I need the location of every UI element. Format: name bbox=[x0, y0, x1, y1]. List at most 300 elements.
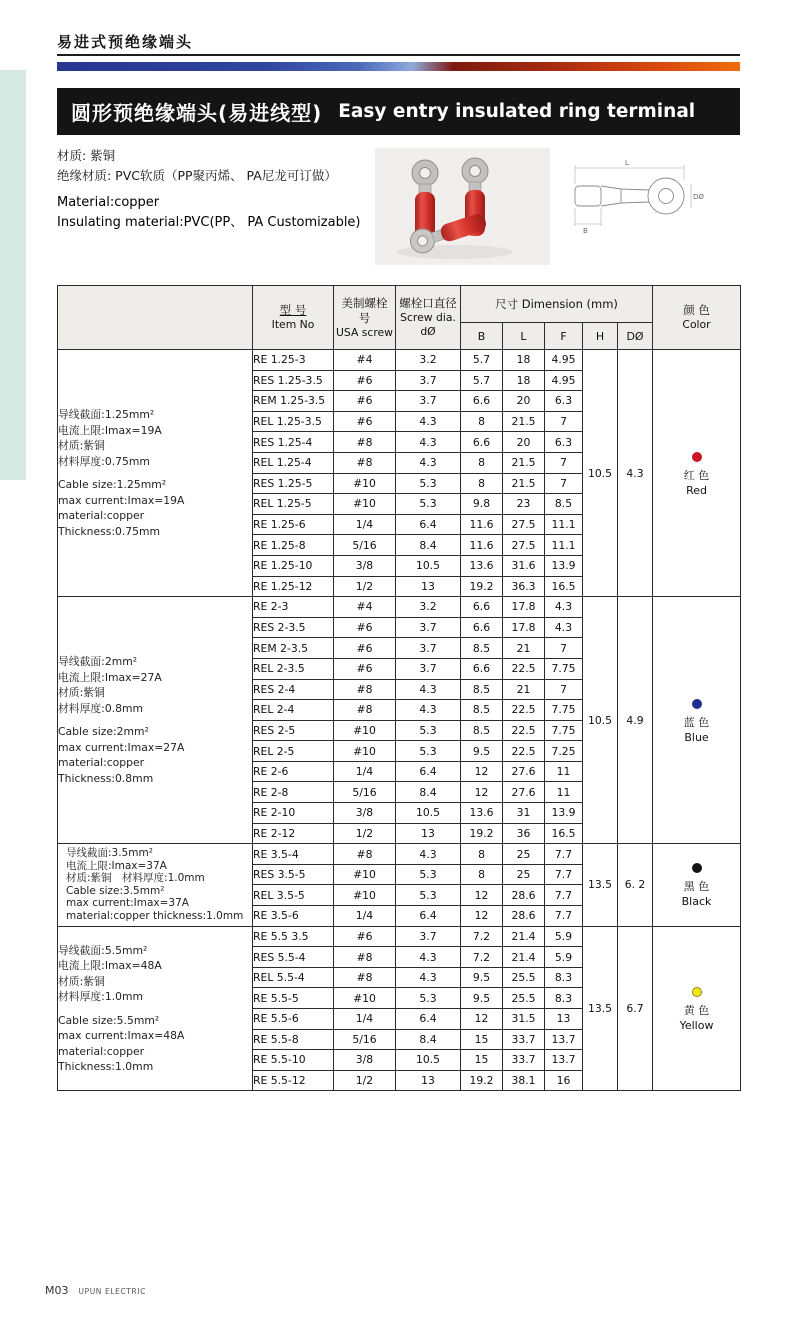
spec-value-cell: 28.6 bbox=[503, 906, 545, 927]
spec-value-cell: 3.2 bbox=[396, 597, 461, 618]
col-header-item-no bbox=[253, 286, 334, 350]
col-header-screw-dia bbox=[396, 286, 461, 350]
spec-value-cell: 3.7 bbox=[396, 617, 461, 638]
spec-value-cell: 8.3 bbox=[545, 988, 583, 1009]
spec-value-cell: 21.4 bbox=[503, 926, 545, 947]
spec-value-cell: 7 bbox=[545, 638, 583, 659]
spec-value-cell: #10 bbox=[334, 494, 396, 515]
spec-value-cell: 6.6 bbox=[461, 597, 503, 618]
spec-value-cell: 6.4 bbox=[396, 514, 461, 535]
description-line: 材质:紫铜 bbox=[58, 974, 105, 988]
spec-value-cell: 21.5 bbox=[503, 452, 545, 473]
banner-title-cn: 圆形预绝缘端头(易进线型) bbox=[71, 101, 323, 125]
header-divider bbox=[57, 54, 740, 56]
item-no-cell: RE 2-3 bbox=[253, 597, 334, 618]
spec-value-cell: 6.6 bbox=[461, 391, 503, 412]
spec-value-cell: 7.2 bbox=[461, 926, 503, 947]
yellow-dot-icon bbox=[692, 987, 702, 997]
description-line: 电流上限:Imax=37A bbox=[66, 859, 167, 872]
color-label-en: Yellow bbox=[679, 1019, 714, 1032]
spec-value-cell: #10 bbox=[334, 988, 396, 1009]
spec-value-cell: 8.4 bbox=[396, 535, 461, 556]
spec-value-cell: 8 bbox=[461, 473, 503, 494]
color-label-cn: 蓝 色 bbox=[683, 715, 710, 729]
spec-value-cell: 4.3 bbox=[396, 844, 461, 865]
spec-value-cell: 5.9 bbox=[545, 947, 583, 968]
description-line: 材质:紫铜 bbox=[58, 439, 105, 453]
dimension-drawing-svg bbox=[563, 156, 705, 236]
description-line: 导线截面:2mm² bbox=[58, 655, 138, 669]
spec-value-cell: #8 bbox=[334, 432, 396, 453]
description-line: Thickness:1.0mm bbox=[58, 1060, 154, 1073]
spec-value-cell: #6 bbox=[334, 638, 396, 659]
spec-value-cell: 1/4 bbox=[334, 906, 396, 927]
spec-value-cell: 21.5 bbox=[503, 473, 545, 494]
group-description bbox=[58, 844, 253, 926]
spec-value-cell: 13.7 bbox=[545, 1029, 583, 1050]
material-line-en: Material:copper bbox=[57, 195, 160, 210]
spec-value-cell: 8.5 bbox=[461, 638, 503, 659]
color-cell bbox=[653, 597, 741, 844]
spec-value-cell: 1/2 bbox=[334, 1070, 396, 1091]
spec-value-cell: 7.2 bbox=[461, 947, 503, 968]
color-label-en: Red bbox=[686, 483, 707, 497]
spec-value-cell: 4.3 bbox=[396, 967, 461, 988]
description-line: 电流上限:Imax=48A bbox=[58, 959, 162, 972]
spec-value-cell: 7 bbox=[545, 473, 583, 494]
color-label-cn: 黑 色 bbox=[683, 880, 710, 894]
page-number: M03 bbox=[45, 1284, 69, 1297]
d0-value-cell: 4.9 bbox=[618, 597, 653, 844]
drawing-label-b: B bbox=[583, 227, 588, 235]
banner-title-en: Easy entry insulated ring terminal bbox=[338, 101, 696, 122]
spec-value-cell: 11 bbox=[545, 761, 583, 782]
item-no-cell: RES 2-4 bbox=[253, 679, 334, 700]
spec-value-cell: 5.3 bbox=[396, 885, 461, 906]
item-no-cell: REM 1.25-3.5 bbox=[253, 391, 334, 412]
spec-value-cell: 13 bbox=[396, 576, 461, 597]
drawing-label-l: L bbox=[625, 159, 629, 167]
spec-value-cell: 28.6 bbox=[503, 885, 545, 906]
spec-value-cell: 33.7 bbox=[503, 1050, 545, 1071]
spec-value-cell: 7.7 bbox=[545, 906, 583, 927]
spec-value-cell: 31 bbox=[503, 803, 545, 824]
spec-value-cell: 7 bbox=[545, 679, 583, 700]
spec-value-cell: 13.9 bbox=[545, 555, 583, 576]
description-line: material:copper bbox=[58, 509, 145, 523]
spec-value-cell: 3/8 bbox=[334, 555, 396, 576]
spec-value-cell: 5.3 bbox=[396, 741, 461, 762]
spec-value-cell: 19.2 bbox=[461, 1070, 503, 1091]
spec-value-cell: 5/16 bbox=[334, 782, 396, 803]
spec-value-cell: 4.3 bbox=[545, 597, 583, 618]
item-no-cell: RES 1.25-4 bbox=[253, 432, 334, 453]
spec-value-cell: 13.7 bbox=[545, 1050, 583, 1071]
item-no-cell: RES 3.5-5 bbox=[253, 864, 334, 885]
spec-value-cell: 31.5 bbox=[503, 1009, 545, 1030]
color-label-en: Black bbox=[681, 895, 712, 909]
spec-value-cell: 11 bbox=[545, 782, 583, 803]
spec-value-cell: 6.4 bbox=[396, 906, 461, 927]
spec-value-cell: 11.1 bbox=[545, 535, 583, 556]
spec-value-cell: 13 bbox=[396, 823, 461, 844]
screw-dia-header-cn: 螺栓口直径 bbox=[399, 296, 457, 310]
spec-value-cell: 8.5 bbox=[461, 679, 503, 700]
spec-value-cell: 6.4 bbox=[396, 761, 461, 782]
spec-value-cell: 21.5 bbox=[503, 411, 545, 432]
description-line: 电流上限:Imax=19A bbox=[58, 423, 162, 437]
spec-value-cell: 7.75 bbox=[545, 700, 583, 721]
spec-value-cell: #10 bbox=[334, 473, 396, 494]
item-no-cell: REL 5.5-4 bbox=[253, 967, 334, 988]
description-line: Thickness:0.8mm bbox=[58, 771, 154, 785]
spec-value-cell: 22.5 bbox=[503, 700, 545, 721]
group-description bbox=[58, 350, 253, 597]
item-no-cell: RE 5.5-8 bbox=[253, 1029, 334, 1050]
spec-value-cell: 12 bbox=[461, 906, 503, 927]
item-no-header-cn: 型 号 bbox=[279, 303, 307, 317]
spec-value-cell: 23 bbox=[503, 494, 545, 515]
spec-value-cell: 6.6 bbox=[461, 432, 503, 453]
spec-value-cell: 10.5 bbox=[396, 555, 461, 576]
description-line bbox=[58, 1005, 252, 1013]
usa-screw-header-en: USA screw bbox=[336, 325, 394, 339]
spec-value-cell: 21.4 bbox=[503, 947, 545, 968]
item-no-cell: RES 2-3.5 bbox=[253, 617, 334, 638]
spec-value-cell: 7.7 bbox=[545, 844, 583, 865]
spec-value-cell: 7.7 bbox=[545, 864, 583, 885]
usa-screw-header-cn: 美制螺栓号 bbox=[341, 295, 388, 325]
description-line: max current:Imax=37A bbox=[66, 897, 189, 910]
insulation-line-en: Insulating material:PVC(PP、 PA Customizable) bbox=[57, 215, 361, 230]
spec-value-cell: 1/4 bbox=[334, 1009, 396, 1030]
col-header-l: L bbox=[503, 323, 545, 350]
spec-value-cell: 7.75 bbox=[545, 720, 583, 741]
spec-value-cell: 3.2 bbox=[396, 350, 461, 371]
item-no-cell: REL 1.25-4 bbox=[253, 452, 334, 473]
spec-value-cell: 8.5 bbox=[461, 700, 503, 721]
spec-value-cell: 33.7 bbox=[503, 1029, 545, 1050]
description-line: max current:Imax=27A bbox=[58, 740, 185, 754]
spec-value-cell: 20 bbox=[503, 391, 545, 412]
spec-value-cell: 16 bbox=[545, 1070, 583, 1091]
spec-value-cell: 4.3 bbox=[396, 411, 461, 432]
spec-value-cell: 4.95 bbox=[545, 370, 583, 391]
decorative-gradient-bar bbox=[57, 62, 740, 71]
item-no-cell: RE 3.5-4 bbox=[253, 844, 334, 865]
spec-value-cell: 15 bbox=[461, 1050, 503, 1071]
item-no-cell: REL 2-5 bbox=[253, 741, 334, 762]
spec-value-cell: 11.6 bbox=[461, 514, 503, 535]
spec-value-cell: 1/4 bbox=[334, 514, 396, 535]
item-no-header-en: Item No bbox=[271, 318, 315, 331]
group-description bbox=[58, 597, 253, 844]
spec-value-cell: 22.5 bbox=[503, 658, 545, 679]
spec-value-cell: 8.4 bbox=[396, 1029, 461, 1050]
spec-value-cell: #8 bbox=[334, 947, 396, 968]
item-no-cell: RE 5.5-5 bbox=[253, 988, 334, 1009]
spec-value-cell: 25 bbox=[503, 864, 545, 885]
col-header-do: DØ bbox=[618, 323, 653, 350]
item-no-cell: REL 2-4 bbox=[253, 700, 334, 721]
spec-value-cell: 12 bbox=[461, 782, 503, 803]
spec-value-cell: 10.5 bbox=[396, 803, 461, 824]
spec-value-cell: 6.6 bbox=[461, 617, 503, 638]
spec-table-body bbox=[58, 350, 741, 1091]
spec-value-cell: 4.3 bbox=[396, 452, 461, 473]
description-line: Thickness:0.75mm bbox=[58, 524, 161, 538]
spec-value-cell: #6 bbox=[334, 391, 396, 412]
h-value-cell: 13.5 bbox=[583, 926, 618, 1091]
spec-value-cell: 27.5 bbox=[503, 535, 545, 556]
spec-value-cell: 7 bbox=[545, 452, 583, 473]
item-no-cell: RES 5.5-4 bbox=[253, 947, 334, 968]
description-line: max current:Imax=48A bbox=[58, 1029, 185, 1042]
spec-value-cell: 6.3 bbox=[545, 391, 583, 412]
description-line: 导线截面:5.5mm² bbox=[58, 943, 148, 957]
material-info-block bbox=[57, 146, 369, 233]
spec-value-cell: 8.3 bbox=[545, 967, 583, 988]
spec-value-cell: 25.5 bbox=[503, 988, 545, 1009]
spec-value-cell: 18 bbox=[503, 370, 545, 391]
spec-value-cell: 4.3 bbox=[396, 679, 461, 700]
spec-value-cell: #8 bbox=[334, 679, 396, 700]
spec-value-cell: #8 bbox=[334, 967, 396, 988]
spec-value-cell: 7.25 bbox=[545, 741, 583, 762]
screw-dia-header-symbol: dØ bbox=[420, 325, 436, 338]
spec-value-cell: 19.2 bbox=[461, 576, 503, 597]
item-no-cell: RE 3.5-6 bbox=[253, 906, 334, 927]
section-banner bbox=[57, 88, 740, 135]
spec-value-cell: 5.3 bbox=[396, 988, 461, 1009]
spec-value-cell: 13.9 bbox=[545, 803, 583, 824]
item-no-cell: REL 2-3.5 bbox=[253, 658, 334, 679]
spec-value-cell: 8 bbox=[461, 452, 503, 473]
description-line: 材料厚度:0.75mm bbox=[58, 454, 150, 468]
description-line: Cable size:2mm² bbox=[58, 725, 149, 739]
group-description bbox=[58, 926, 253, 1091]
spec-value-cell: 15 bbox=[461, 1029, 503, 1050]
spec-value-cell: #6 bbox=[334, 370, 396, 391]
spec-value-cell: 6.3 bbox=[545, 432, 583, 453]
spec-value-cell: 13.6 bbox=[461, 555, 503, 576]
item-no-cell: RE 1.25-6 bbox=[253, 514, 334, 535]
item-no-cell: RE 5.5-6 bbox=[253, 1009, 334, 1030]
description-line: Cable size:5.5mm² bbox=[58, 1013, 160, 1027]
spec-value-cell: 11.1 bbox=[545, 514, 583, 535]
spec-value-cell: 27.6 bbox=[503, 782, 545, 803]
black-dot-icon bbox=[692, 863, 702, 873]
spec-value-cell: #10 bbox=[334, 885, 396, 906]
spec-value-cell: 17.8 bbox=[503, 617, 545, 638]
spec-value-cell: 7 bbox=[545, 411, 583, 432]
insulation-line-cn: 绝缘材质: PVC软质（PP聚丙烯、 PA尼龙可订做） bbox=[57, 168, 337, 183]
description-line: 材料厚度:1.0mm bbox=[58, 990, 144, 1003]
spec-value-cell: #6 bbox=[334, 926, 396, 947]
col-header-f: F bbox=[545, 323, 583, 350]
color-header-en: Color bbox=[682, 318, 711, 331]
spec-value-cell: 3.7 bbox=[396, 638, 461, 659]
blue-dot-icon bbox=[692, 699, 702, 709]
spec-value-cell: 3.7 bbox=[396, 370, 461, 391]
h-value-cell: 13.5 bbox=[583, 844, 618, 926]
spec-value-cell: 3.7 bbox=[396, 658, 461, 679]
description-line: 材质:紫铜 材料厚度:1.0mm bbox=[66, 872, 205, 885]
spec-value-cell: 11.6 bbox=[461, 535, 503, 556]
spec-value-cell: 16.5 bbox=[545, 823, 583, 844]
spec-value-cell: 8 bbox=[461, 844, 503, 865]
col-header-usa-screw bbox=[334, 286, 396, 350]
description-line: 电流上限:Imax=27A bbox=[58, 670, 162, 684]
h-value-cell: 10.5 bbox=[583, 350, 618, 597]
spec-value-cell: 10.5 bbox=[396, 1050, 461, 1071]
spec-value-cell: 4.3 bbox=[396, 432, 461, 453]
spec-value-cell: 12 bbox=[461, 885, 503, 906]
col-header-h: H bbox=[583, 323, 618, 350]
spec-value-cell: 4.3 bbox=[396, 947, 461, 968]
spec-value-cell: 25.5 bbox=[503, 967, 545, 988]
description-line: material:copper bbox=[58, 756, 145, 770]
spec-value-cell: 8 bbox=[461, 411, 503, 432]
item-no-cell: RE 5.5-10 bbox=[253, 1050, 334, 1071]
item-no-cell: REL 3.5-5 bbox=[253, 885, 334, 906]
description-line: 材料厚度:0.8mm bbox=[58, 701, 144, 715]
spec-value-cell: 5.7 bbox=[461, 350, 503, 371]
col-header-color bbox=[653, 286, 741, 350]
spec-value-cell: #8 bbox=[334, 700, 396, 721]
ring-terminal-photo-illustration bbox=[375, 148, 550, 265]
spec-value-cell: 17.8 bbox=[503, 597, 545, 618]
spec-value-cell: 5.3 bbox=[396, 720, 461, 741]
spec-row bbox=[58, 350, 741, 371]
spec-value-cell: 3/8 bbox=[334, 1050, 396, 1071]
spec-value-cell: #6 bbox=[334, 617, 396, 638]
spec-row bbox=[58, 844, 741, 865]
spec-value-cell: 8.5 bbox=[461, 720, 503, 741]
spec-value-cell: #4 bbox=[334, 597, 396, 618]
spec-value-cell: 27.6 bbox=[503, 761, 545, 782]
spec-value-cell: 1/2 bbox=[334, 576, 396, 597]
spec-value-cell: 12 bbox=[461, 761, 503, 782]
spec-value-cell: 7.75 bbox=[545, 658, 583, 679]
item-no-cell: RE 5.5 3.5 bbox=[253, 926, 334, 947]
spec-value-cell: 12 bbox=[461, 1009, 503, 1030]
description-line: material:copper thickness:1.0mm bbox=[66, 909, 244, 922]
page-footer bbox=[45, 1284, 146, 1297]
item-no-cell: RE 1.25-12 bbox=[253, 576, 334, 597]
color-cell bbox=[653, 844, 741, 926]
spec-value-cell: 3.7 bbox=[396, 391, 461, 412]
spec-value-cell: #8 bbox=[334, 452, 396, 473]
spec-value-cell: 8.4 bbox=[396, 782, 461, 803]
spec-value-cell: 16.5 bbox=[545, 576, 583, 597]
spec-value-cell: 36.3 bbox=[503, 576, 545, 597]
color-header-cn: 颜 色 bbox=[683, 303, 710, 317]
spec-value-cell: 13.6 bbox=[461, 803, 503, 824]
company-name: UPUN ELECTRIC bbox=[78, 1287, 146, 1296]
table-header-row-1 bbox=[58, 286, 741, 323]
spec-value-cell: 1/2 bbox=[334, 823, 396, 844]
color-cell bbox=[653, 926, 741, 1091]
spec-value-cell: 3.7 bbox=[396, 926, 461, 947]
spec-value-cell: 5/16 bbox=[334, 1029, 396, 1050]
spec-value-cell: 9.5 bbox=[461, 741, 503, 762]
spec-value-cell: 9.8 bbox=[461, 494, 503, 515]
item-no-cell: RES 1.25-3.5 bbox=[253, 370, 334, 391]
description-line: Cable size:1.25mm² bbox=[58, 478, 167, 492]
spec-value-cell: #6 bbox=[334, 411, 396, 432]
spec-value-cell: 38.1 bbox=[503, 1070, 545, 1091]
spec-value-cell: 1/4 bbox=[334, 761, 396, 782]
color-label-cn: 红 色 bbox=[683, 468, 710, 482]
description-line bbox=[58, 469, 252, 477]
color-cell bbox=[653, 350, 741, 597]
item-no-cell: RE 2-8 bbox=[253, 782, 334, 803]
spec-row bbox=[58, 597, 741, 618]
spec-value-cell: 6.4 bbox=[396, 1009, 461, 1030]
item-no-cell: RES 2-5 bbox=[253, 720, 334, 741]
spec-value-cell: 22.5 bbox=[503, 741, 545, 762]
item-no-cell: RE 2-6 bbox=[253, 761, 334, 782]
spec-value-cell: 21 bbox=[503, 679, 545, 700]
description-line: 导线截面:1.25mm² bbox=[58, 408, 155, 422]
spec-value-cell: #10 bbox=[334, 720, 396, 741]
spec-value-cell: 3/8 bbox=[334, 803, 396, 824]
spec-value-cell: 9.5 bbox=[461, 988, 503, 1009]
spec-value-cell: #8 bbox=[334, 844, 396, 865]
drawing-label-do: DØ bbox=[693, 193, 704, 201]
color-label-en: Blue bbox=[684, 730, 709, 744]
spec-value-cell: 22.5 bbox=[503, 720, 545, 741]
spec-value-cell: 8 bbox=[461, 864, 503, 885]
description-line bbox=[58, 716, 252, 724]
d0-value-cell: 4.3 bbox=[618, 350, 653, 597]
d0-value-cell: 6.7 bbox=[618, 926, 653, 1091]
spec-value-cell: #6 bbox=[334, 658, 396, 679]
spec-value-cell: 5.3 bbox=[396, 473, 461, 494]
item-no-cell: REM 2-3.5 bbox=[253, 638, 334, 659]
item-no-cell: REL 1.25-3.5 bbox=[253, 411, 334, 432]
spec-value-cell: 36 bbox=[503, 823, 545, 844]
spec-value-cell: 7.7 bbox=[545, 885, 583, 906]
item-no-cell: REL 1.25-5 bbox=[253, 494, 334, 515]
spec-value-cell: 9.5 bbox=[461, 967, 503, 988]
spec-table bbox=[57, 285, 741, 1091]
d0-value-cell: 6. 2 bbox=[618, 844, 653, 926]
spec-row bbox=[58, 926, 741, 947]
description-line: 材质:紫铜 bbox=[58, 686, 105, 700]
screw-dia-header-en: Screw dia. bbox=[400, 311, 456, 324]
spec-value-cell: 8.5 bbox=[545, 494, 583, 515]
spec-value-cell: 19.2 bbox=[461, 823, 503, 844]
page-header-title: 易进式预绝缘端头 bbox=[57, 33, 194, 51]
spec-value-cell: 25 bbox=[503, 844, 545, 865]
spec-value-cell: 5.3 bbox=[396, 494, 461, 515]
spec-value-cell: 27.5 bbox=[503, 514, 545, 535]
spec-value-cell: 21 bbox=[503, 638, 545, 659]
h-value-cell: 10.5 bbox=[583, 597, 618, 844]
spec-value-cell: 5.9 bbox=[545, 926, 583, 947]
terminal-dimension-drawing bbox=[563, 156, 705, 236]
spec-value-cell: 5.3 bbox=[396, 864, 461, 885]
spec-value-cell: #10 bbox=[334, 864, 396, 885]
spec-value-cell: 6.6 bbox=[461, 658, 503, 679]
spec-value-cell: 4.3 bbox=[396, 700, 461, 721]
item-no-cell: RE 2-12 bbox=[253, 823, 334, 844]
red-dot-icon bbox=[692, 452, 702, 462]
item-no-cell: RES 1.25-5 bbox=[253, 473, 334, 494]
sidebar-accent-strip bbox=[0, 70, 26, 480]
